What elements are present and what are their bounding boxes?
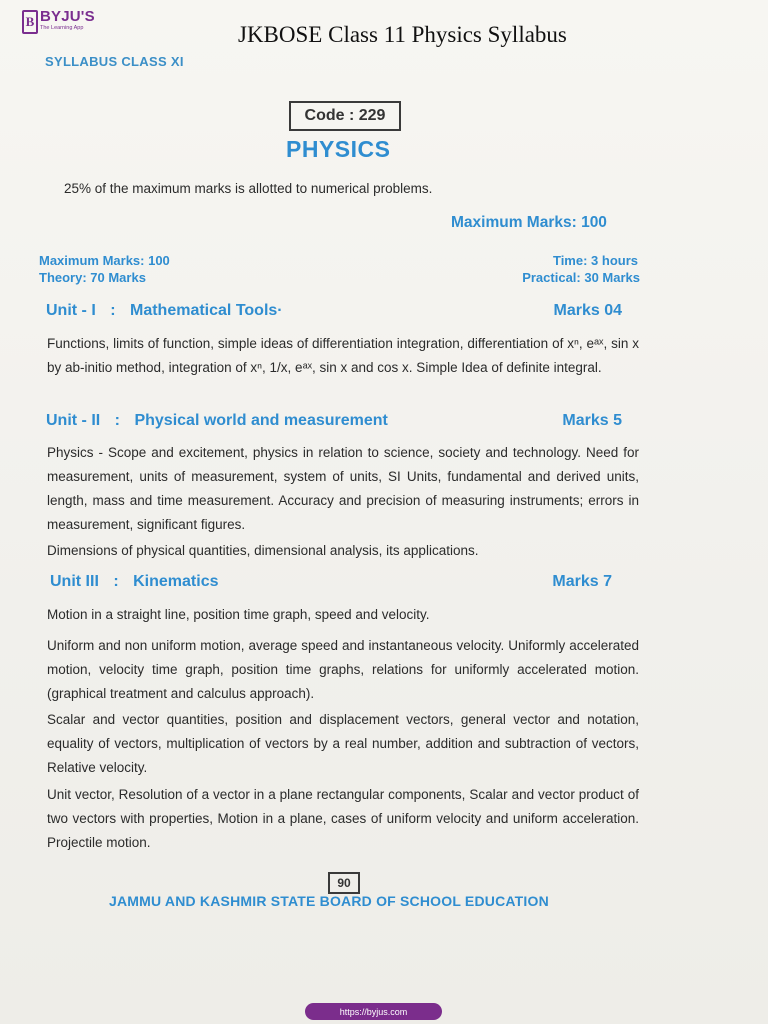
syllabus-class-heading: SYLLABUS CLASS XI — [45, 54, 184, 69]
unit-paragraph: Uniform and non uniform motion, average speed and instantaneous velocity. Uniformly accelerated motion, velocity time graph, position time graphs, relations for uniformly accelerated motion. (graphical treatment and calculus approach). — [47, 638, 639, 701]
practical-marks-label: Practical: 30 Marks — [522, 270, 640, 285]
byjus-logo-mark-icon: B — [22, 10, 38, 34]
unit-paragraph: Physics - Scope and excitement, physics in relation to science, society and technology. Need for measurement, units of measurement, system of units, SI Units, fundamental and derived units, length, mass and time measurement. Accuracy and precision of measuring instruments; errors in measurement, significant figures. — [47, 445, 639, 532]
logo-name: BYJU'S — [40, 8, 95, 25]
theory-marks-label: Theory: 70 Marks — [39, 270, 146, 285]
maximum-marks-heading: Maximum Marks: 100 — [451, 214, 607, 231]
unit-title: Kinematics — [133, 573, 219, 590]
unit-separator: : — [110, 302, 116, 319]
unit-paragraph: Scalar and vector quantities, position and displacement vectors, general vector and notation, equality of vectors, multiplication of vectors by a real number, addition and subtraction of vectors, Relative velocity. — [47, 712, 639, 775]
subject-heading: PHYSICS — [286, 136, 391, 162]
numerical-problems-note: 25% of the maximum marks is allotted to numerical problems. — [64, 181, 433, 196]
unit-marks: Marks 04 — [553, 302, 622, 319]
page-number: 90 — [328, 872, 360, 894]
document-title: JKBOSE Class 11 Physics Syllabus — [238, 22, 567, 47]
unit-marks: Marks 7 — [552, 573, 612, 590]
byjus-logo[interactable] — [22, 9, 95, 34]
unit-separator: : — [113, 573, 119, 590]
unit-heading — [46, 302, 622, 320]
unit-number: Unit - I — [46, 302, 96, 319]
unit-heading — [46, 412, 622, 430]
unit-number: Unit - II — [46, 412, 101, 429]
unit-paragraph: Unit vector, Resolution of a vector in a plane rectangular components, Scalar and vector product of two vectors with properties, Motion in a plane, cases of uniform velocity and uniform acceleration. Projectile motion. — [47, 787, 639, 850]
unit-marks: Marks 5 — [562, 412, 622, 429]
unit-separator: : — [114, 412, 120, 429]
logo-tagline: The Learning App — [40, 25, 84, 31]
unit-title: Mathematical Tools· — [130, 302, 283, 319]
unit-paragraph: Dimensions of physical quantities, dimensional analysis, its applications. — [47, 543, 479, 558]
unit-paragraph: Motion in a straight line, position time graph, speed and velocity. — [47, 607, 430, 622]
byjus-url-link[interactable]: https://byjus.com — [305, 1003, 442, 1020]
unit-paragraph: Functions, limits of function, simple ideas of differentiation integration, differentiation of xⁿ, eᵃˣ, sin x by ab-initio method, integration of xⁿ, 1/x, eᵃˣ, sin x and cos x. Simple Idea of definite integral. — [47, 336, 639, 375]
subject-code-box: Code : 229 — [289, 101, 401, 131]
unit-number: Unit III — [50, 573, 99, 590]
board-name-footer: JAMMU AND KASHMIR STATE BOARD OF SCHOOL EDUCATION — [109, 893, 549, 909]
unit-title: Physical world and measurement — [134, 412, 388, 429]
time-label: Time: 3 hours — [552, 253, 638, 268]
unit-heading — [50, 573, 612, 591]
max-marks-label: Maximum Marks: 100 — [39, 253, 170, 268]
